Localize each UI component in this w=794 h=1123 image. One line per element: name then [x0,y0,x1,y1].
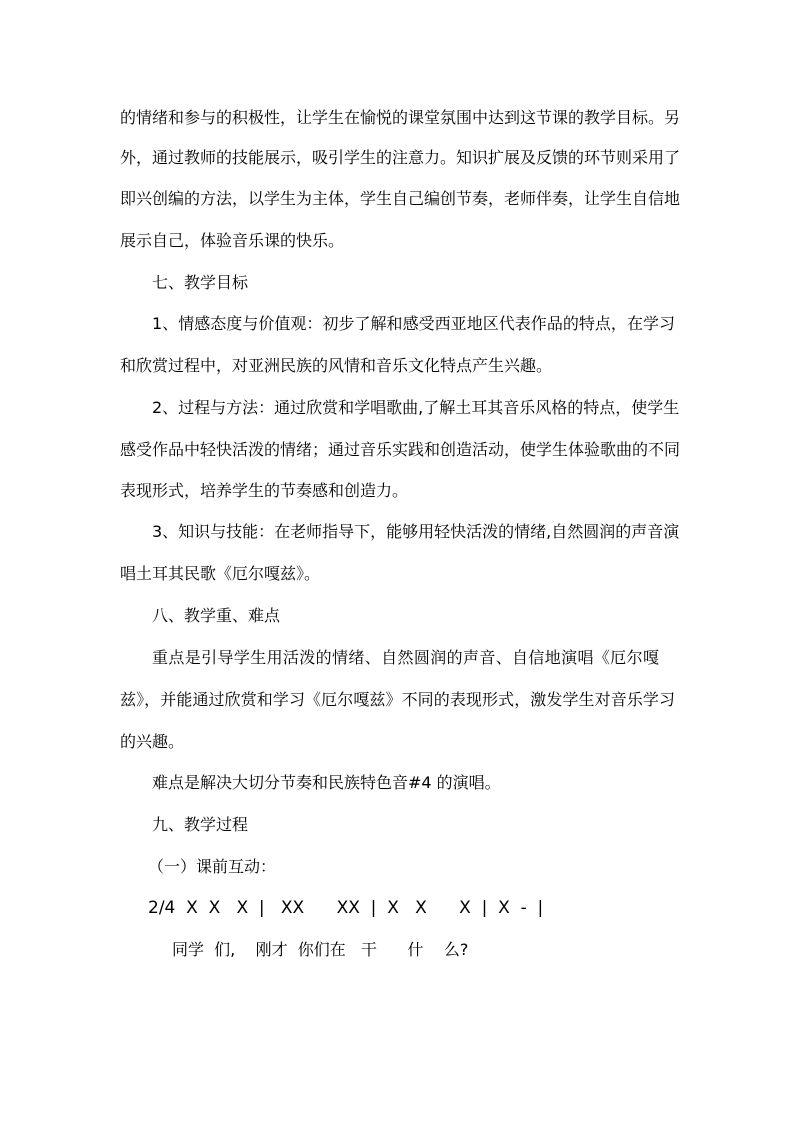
key-point-line-3: 的兴趣。 [120,732,185,751]
subheading-pre-class-interaction: （一）课前互动： [148,857,277,876]
key-point-line-2: 兹》，并能通过欣赏和学习《厄尔嘎兹》不同的表现形式，激发学生对音乐学习 [120,690,675,709]
objective-1-line-1: 1、情感态度与价值观：初步了解和感受西亚地区代表作品的特点，在学习 [152,314,675,333]
objective-2-line-3: 表现形式，培养学生的节奏感和创造力。 [120,481,409,500]
objective-2-line-1: 2、过程与方法：通过欣赏和学唱歌曲,了解土耳其音乐风格的特点，使学生 [152,398,680,417]
objective-3-line-1: 3、知识与技能：在老师指导下，能够用轻快活泼的情绪,自然圆润的声音演 [152,522,680,541]
rhythm-notation: 2/4 X X X | XX XX | X X X | X - | [148,898,544,918]
objective-3-line-2: 唱土耳其民歌《厄尔嘎兹》。 [120,564,321,583]
section-heading-key-and-difficult-points: 八、教学重、难点 [152,606,281,625]
section-heading-teaching-process: 九、教学过程 [152,815,249,834]
lyrics-line: 同学 们, 刚才 你们在 干 什 么? [172,940,469,959]
paragraph-1-line-4: 展示自己，体验音乐课的快乐。 [120,231,345,250]
objective-2-line-2: 感受作品中轻快活泼的情绪；通过音乐实践和创造活动，使学生体验歌曲的不同 [120,440,681,459]
key-point-line-1: 重点是引导学生用活泼的情绪、自然圆润的声音、自信地演唱《厄尔嘎 [152,648,659,667]
paragraph-1-line-1: 的情绪和参与的积极性，让学生在愉悦的课堂氛围中达到这节课的教学目标。另 [120,108,681,127]
paragraph-1-line-2: 外，通过教师的技能展示，吸引学生的注意力。知识扩展及反馈的环节则采用了 [120,148,681,167]
difficulty-text: 难点是解决大切分节奏和民族特色音#4 的演唱。 [152,773,501,792]
objective-1-line-2: 和欣赏过程中，对亚洲民族的风情和音乐文化特点产生兴趣。 [120,356,553,375]
section-heading-teaching-objectives: 七、教学目标 [152,273,249,292]
paragraph-1-line-3: 即兴创编的方法，以学生为主体，学生自己编创节奏，老师伴奏，让学生自信地 [120,189,681,208]
